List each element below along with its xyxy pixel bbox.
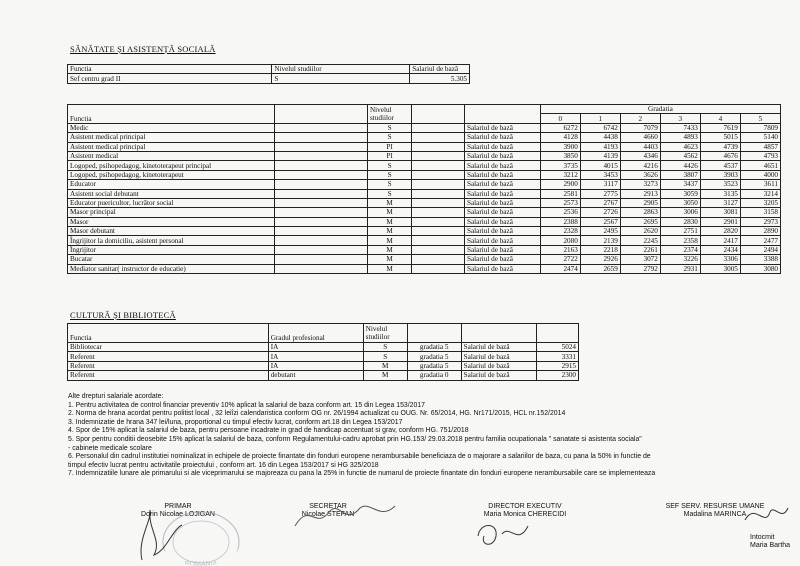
- salary-value: 2261: [620, 245, 660, 254]
- empty-cell: [275, 151, 368, 160]
- salary-value: 3117: [580, 180, 620, 189]
- note-line: 6. Personalul din cadrul institutiei nominalizat in echipele de proiecte finantate din fonduri europene nerambursabile beneficiaza de o majorare a salariilor de baza, cu pana la 50% in functie de: [68, 453, 651, 461]
- salary-value: 3437: [660, 180, 700, 189]
- cell-functia: Asistent medical principal: [68, 133, 275, 142]
- salary-value: 2973: [740, 217, 780, 226]
- empty-cell: [412, 133, 465, 142]
- cell-nivel: S: [363, 352, 407, 361]
- salary-value: 4128: [540, 133, 580, 142]
- empty-cell: [275, 264, 368, 273]
- salary-value: 2767: [580, 198, 620, 207]
- cell-gradatie: gradatia 5: [407, 352, 461, 361]
- salary-value: 4562: [660, 151, 700, 160]
- empty-cell: [412, 123, 465, 132]
- table-cell: 5.305: [410, 74, 470, 83]
- cell-functia: Referent: [68, 371, 269, 380]
- table-row: [68, 361, 579, 370]
- header-nivel: Nivelul studiilor: [367, 105, 411, 124]
- salary-value: 2218: [580, 245, 620, 254]
- empty-cell: [412, 227, 465, 236]
- header-spacer: [275, 105, 368, 124]
- cell-functia: Logoped, psihopedagog, kinetoterapeut: [68, 170, 275, 179]
- salary-value: 4193: [580, 142, 620, 151]
- empty-cell: [275, 142, 368, 151]
- salary-value: 2417: [700, 236, 740, 245]
- cell-functia: Referent: [68, 361, 269, 370]
- note-line: Alte drepturi salariale acordate:: [68, 393, 164, 400]
- salary-value: 2139: [580, 236, 620, 245]
- empty-cell: [275, 236, 368, 245]
- cell-nivel: M: [367, 255, 411, 264]
- salary-value: 3453: [580, 170, 620, 179]
- empty-cell: [412, 208, 465, 217]
- salary-value: 2536: [540, 208, 580, 217]
- salary-value: 7079: [620, 123, 660, 132]
- cell-nivel: M: [367, 236, 411, 245]
- empty-cell: [412, 217, 465, 226]
- gradatia-header-3: 3: [660, 114, 700, 123]
- cell-tip: Salariul de bază: [464, 255, 540, 264]
- cell-tip: Salariul de bază: [464, 245, 540, 254]
- empty-cell: [275, 189, 368, 198]
- intocmit-label: Intocmit: [750, 534, 775, 541]
- salary-value: 2374: [660, 245, 700, 254]
- table-row: [68, 189, 781, 198]
- empty-cell: [275, 217, 368, 226]
- salary-value: 3214: [740, 189, 780, 198]
- cell-nivel: S: [363, 343, 407, 352]
- cell-functia: Asistent medical: [68, 151, 275, 160]
- table-row: [68, 227, 781, 236]
- table-row: [68, 245, 781, 254]
- salary-value: 3226: [660, 255, 700, 264]
- salary-value: 2830: [660, 217, 700, 226]
- cell-val: 3331: [537, 352, 579, 361]
- header-functia: Functia: [68, 324, 269, 343]
- header-nivel: Nivelul studiilor: [363, 324, 407, 343]
- cell-functia: Educator: [68, 180, 275, 189]
- salary-value: 3135: [700, 189, 740, 198]
- salary-value: 2792: [620, 264, 660, 273]
- cell-val: 5024: [537, 343, 579, 352]
- salary-value: 5015: [700, 133, 740, 142]
- salary-value: 4139: [580, 151, 620, 160]
- empty-cell: [275, 133, 368, 142]
- table-row: [68, 264, 781, 273]
- salary-value: 4793: [740, 151, 780, 160]
- signature-name: Nicolae STEFAN: [301, 511, 355, 518]
- signature-name: Dorin Nicolae LOJIGAN: [141, 511, 215, 518]
- empty-cell: [412, 170, 465, 179]
- table-row: [68, 170, 781, 179]
- salary-value: 2890: [740, 227, 780, 236]
- table-row: [68, 371, 579, 380]
- cell-grad: IA: [268, 343, 363, 352]
- cell-tip: Salariul de bază: [464, 236, 540, 245]
- salary-value: 2245: [620, 236, 660, 245]
- cell-nivel: M: [367, 217, 411, 226]
- cell-functia: Educator puericultor, lucrător social: [68, 198, 275, 207]
- empty-cell: [275, 123, 368, 132]
- gradatia-header-4: 4: [700, 114, 740, 123]
- cell-nivel: S: [367, 180, 411, 189]
- empty-cell: [275, 180, 368, 189]
- hr-signature-scrawl-icon: [740, 500, 790, 530]
- header-grad: Gradul profesional: [268, 324, 363, 343]
- salary-value: 4015: [580, 161, 620, 170]
- intocmit-block: [750, 534, 800, 550]
- cell-nivel: S: [367, 161, 411, 170]
- salary-value: 2931: [660, 264, 700, 273]
- signature-role: SEF SERV. RESURSE UMANE: [665, 503, 765, 510]
- header-gradatia: Gradatia: [540, 105, 780, 114]
- cell-functia: Bibliotecar: [68, 343, 269, 352]
- cell-val: 2300: [537, 371, 579, 380]
- salary-value: 4857: [740, 142, 780, 151]
- salary-value: 2722: [540, 255, 580, 264]
- cell-nivel: M: [367, 198, 411, 207]
- cell-nivel: PI: [367, 142, 411, 151]
- salary-value: 6272: [540, 123, 580, 132]
- cell-tip: Salariul de bază: [464, 161, 540, 170]
- cell-nivel: M: [367, 264, 411, 273]
- cell-tip: Salariul de bază: [464, 189, 540, 198]
- salary-value: 4676: [700, 151, 740, 160]
- empty-cell: [275, 227, 368, 236]
- empty-cell: [275, 161, 368, 170]
- cell-functia: Referent: [68, 352, 269, 361]
- salary-value: 3059: [660, 189, 700, 198]
- salary-value: 2695: [620, 217, 660, 226]
- empty-cell: [412, 255, 465, 264]
- salary-value: 2901: [700, 217, 740, 226]
- cell-gradatie: gradatia 5: [407, 343, 461, 352]
- salary-value: 4346: [620, 151, 660, 160]
- salary-value: 3523: [700, 180, 740, 189]
- gradatia-header-0: 0: [540, 114, 580, 123]
- salary-value: 2494: [740, 245, 780, 254]
- cell-tip: Salariul de bază: [464, 227, 540, 236]
- salary-value: 2751: [660, 227, 700, 236]
- salary-value: 7433: [660, 123, 700, 132]
- signature-role: DIRECTOR EXECUTIV: [488, 503, 562, 510]
- table-row: [68, 142, 781, 151]
- culture-salary-table: [67, 323, 579, 381]
- header-cell: Nivelul studiilor: [272, 65, 410, 74]
- salary-value: 2659: [580, 264, 620, 273]
- cell-tip: Salariul de bază: [461, 343, 537, 352]
- empty-cell: [412, 142, 465, 151]
- cell-grad: debutant: [268, 371, 363, 380]
- table-row: [68, 217, 781, 226]
- table-row: [68, 133, 781, 142]
- cell-nivel: M: [367, 227, 411, 236]
- cell-functia: Îngrijitor: [68, 245, 275, 254]
- empty-cell: [412, 151, 465, 160]
- empty-cell: [412, 236, 465, 245]
- salary-value: 3273: [620, 180, 660, 189]
- note-line: 2. Norma de hrana acordat pentru politist local , 32 leiîzi calendaristica conform OG nr. 26/1994 actualizat cu OUG. Nr. 65/2014, HG. Nr171/2015, HCL nr.152/2014: [68, 410, 566, 418]
- salary-value: 2567: [580, 217, 620, 226]
- salary-value: 3080: [740, 264, 780, 273]
- salary-notes: [68, 393, 788, 479]
- note-line: 7. Indemnizatiile lunare ale primarului si ale viceprimarului se majoreaza cu pana la 25% in functie de numarul de proiecte finantate din fonduri europene nerambursabile care se implementeaza: [68, 470, 656, 478]
- salary-value: 4739: [700, 142, 740, 151]
- table-row: [68, 255, 781, 264]
- empty-cell: [412, 198, 465, 207]
- note-line: timpul efectiv lucrat pentru activitatile proiectului , conform art. 16 din Legea 153/2017 si HG 325/2018: [68, 461, 379, 469]
- cell-functia: Asistent medical principal: [68, 142, 275, 151]
- cell-nivel: M: [363, 371, 407, 380]
- salary-value: 2863: [620, 208, 660, 217]
- salary-value: 3735: [540, 161, 580, 170]
- salary-value: 2474: [540, 264, 580, 273]
- signature-name: Madalina MARINCA: [683, 511, 747, 518]
- head-salary-table: [67, 64, 470, 84]
- intocmit-name: Maria Bartha: [750, 542, 791, 549]
- header-functia: Functia: [68, 105, 275, 124]
- cell-nivel: M: [363, 361, 407, 370]
- salary-value: 3081: [700, 208, 740, 217]
- salary-value: 2581: [540, 189, 580, 198]
- cell-nivel: M: [367, 208, 411, 217]
- empty-cell: [275, 255, 368, 264]
- table-row: [68, 208, 781, 217]
- health-salary-table: [67, 104, 781, 274]
- cell-nivel: S: [367, 189, 411, 198]
- header-cell: Functia: [68, 65, 272, 74]
- cell-gradatie: gradatia 5: [407, 361, 461, 370]
- salary-value: 4660: [620, 133, 660, 142]
- salary-value: 7809: [740, 123, 780, 132]
- salary-value: 2620: [620, 227, 660, 236]
- salary-value: 4893: [660, 133, 700, 142]
- salary-value: 3050: [660, 198, 700, 207]
- salary-value: 4623: [660, 142, 700, 151]
- empty-cell: [275, 245, 368, 254]
- salary-value: 3212: [540, 170, 580, 179]
- cell-tip: Salariul de bază: [464, 133, 540, 142]
- empty-cell: [275, 170, 368, 179]
- cell-tip: Salariul de bază: [464, 264, 540, 273]
- cell-nivel: M: [367, 245, 411, 254]
- empty-cell: [412, 245, 465, 254]
- cell-nivel: S: [367, 133, 411, 142]
- cell-nivel: S: [367, 170, 411, 179]
- cell-functia: Medic: [68, 123, 275, 132]
- cell-functia: Bucatar: [68, 255, 275, 264]
- cell-tip: Salariul de bază: [464, 170, 540, 179]
- cell-val: 2915: [537, 361, 579, 370]
- note-line: 5. Spor pentru conditii deosebite 15% aplicat la salariul de baza, conform Regulamentului-cadru aprobat prin HG.153/ 29.03.2018 pentru familia ocupationala " sanatate si asistenta sociala": [68, 435, 642, 443]
- salary-value: 3158: [740, 208, 780, 217]
- table-cell: S: [272, 74, 410, 83]
- salary-value: 4537: [700, 161, 740, 170]
- note-line: 4. Spor de 15% aplicat la salariul de baza, pentru persoane incadrate in grad de handicap accentuat si grav, conform HG. 751/2018: [68, 427, 469, 435]
- empty-cell: [412, 189, 465, 198]
- table-row: [68, 161, 781, 170]
- cell-functia: Masor: [68, 217, 275, 226]
- section-title-culture: CULTURĂ ȘI BIBLIOTECĂ: [70, 310, 176, 320]
- cell-grad: IA: [268, 352, 363, 361]
- table-row: [68, 236, 781, 245]
- signature-role: PRIMAR: [164, 503, 192, 510]
- table-cell: Sef centru grad II: [68, 74, 272, 83]
- salary-value: 2905: [620, 198, 660, 207]
- salary-value: 3127: [700, 198, 740, 207]
- cell-functia: Mediator sanitar( instructor de educatie): [68, 264, 275, 273]
- salary-value: 3072: [620, 255, 660, 264]
- cell-tip: Salariul de bază: [461, 361, 537, 370]
- empty-cell: [275, 198, 368, 207]
- salary-value: 2900: [540, 180, 580, 189]
- cell-tip: Salariul de bază: [461, 352, 537, 361]
- salary-value: 3611: [740, 180, 780, 189]
- table-row: [68, 343, 579, 352]
- cell-nivel: PI: [367, 151, 411, 160]
- table-row: [68, 123, 781, 132]
- cell-tip: Salariul de bază: [461, 371, 537, 380]
- header-spacer: [537, 324, 579, 343]
- empty-cell: [275, 208, 368, 217]
- table-row: [68, 198, 781, 207]
- salary-value: 2926: [580, 255, 620, 264]
- note-line: 1. Pentru activitatea de control financiar preventiv 10% aplicat la salariul de baza conform art. 15 din Legea 153/2017: [68, 401, 426, 409]
- cell-tip: Salariul de bază: [464, 217, 540, 226]
- cell-functia: Logoped, psihopedagog, kinetoterapeut principal: [68, 161, 275, 170]
- salary-value: 4438: [580, 133, 620, 142]
- salary-value: 2726: [580, 208, 620, 217]
- salary-value: 3005: [700, 264, 740, 273]
- salary-value: 4216: [620, 161, 660, 170]
- salary-value: 3306: [700, 255, 740, 264]
- salary-value: 3807: [660, 170, 700, 179]
- section-title-health: SĂNĂTATE ȘI ASISTENȚĂ SOCIALĂ: [70, 44, 216, 54]
- empty-cell: [412, 161, 465, 170]
- primar-signature-scrawl-icon: [132, 500, 192, 566]
- salary-value: 2820: [700, 227, 740, 236]
- cell-tip: Salariul de bază: [464, 151, 540, 160]
- salary-value: 4403: [620, 142, 660, 151]
- salary-value: 2913: [620, 189, 660, 198]
- header-spacer: [461, 324, 537, 343]
- salary-value: 3903: [700, 170, 740, 179]
- salary-value: 4000: [740, 170, 780, 179]
- salary-value: 2358: [660, 236, 700, 245]
- table-row: [68, 151, 781, 160]
- salary-value: 2495: [580, 227, 620, 236]
- salary-value: 3205: [740, 198, 780, 207]
- salary-value: 2573: [540, 198, 580, 207]
- salary-value: 3626: [620, 170, 660, 179]
- salary-value: 3900: [540, 142, 580, 151]
- salary-value: 3388: [740, 255, 780, 264]
- salary-value: 6742: [580, 123, 620, 132]
- gradatia-header-5: 5: [740, 114, 780, 123]
- salary-value: 4426: [660, 161, 700, 170]
- salary-value: 2477: [740, 236, 780, 245]
- empty-cell: [412, 264, 465, 273]
- salary-value: 7619: [700, 123, 740, 132]
- cell-functia: Îngrijitor la domiciliu, asistent personal: [68, 236, 275, 245]
- signature-role: SECRETAR: [309, 503, 347, 510]
- cell-tip: Salariul de bază: [464, 123, 540, 132]
- stamp-text: ROMANIA: [184, 561, 218, 566]
- cell-tip: Salariul de bază: [464, 180, 540, 189]
- salary-value: 4651: [740, 161, 780, 170]
- salary-value: 3006: [660, 208, 700, 217]
- salary-value: 2434: [700, 245, 740, 254]
- table-row: [68, 352, 579, 361]
- cell-gradatie: gradatia 0: [407, 371, 461, 380]
- gradatia-header-1: 1: [580, 114, 620, 123]
- cell-functia: Masor principal: [68, 208, 275, 217]
- secretar-signature-scrawl-icon: [290, 496, 400, 536]
- cell-grad: IA: [268, 361, 363, 370]
- salary-value: 5140: [740, 133, 780, 142]
- salary-value: 2163: [540, 245, 580, 254]
- salary-value: 3850: [540, 151, 580, 160]
- header-spacer: [407, 324, 461, 343]
- salary-value: 2388: [540, 217, 580, 226]
- header-spacer: [464, 105, 540, 124]
- cell-functia: Masor debutant: [68, 227, 275, 236]
- cell-nivel: S: [367, 123, 411, 132]
- note-line: - cabinete medicale scolare: [68, 444, 152, 452]
- gradatia-header-2: 2: [620, 114, 660, 123]
- director-signature-scrawl-icon: [470, 514, 540, 554]
- salary-value: 2775: [580, 189, 620, 198]
- empty-cell: [412, 180, 465, 189]
- header-cell: Salariul de bază: [410, 65, 470, 74]
- note-line: 3. Indemnizatie de hrana 347 lei/luna, proportional cu timpul efectiv lucrat, conform art.18 din Legea 153/2017: [68, 418, 403, 426]
- table-row: [68, 180, 781, 189]
- salary-value: 2328: [540, 227, 580, 236]
- cell-tip: Salariul de bază: [464, 208, 540, 217]
- salary-value: 2080: [540, 236, 580, 245]
- header-spacer: [412, 105, 465, 124]
- signature-name: Maria Monica CHERECIDI: [483, 511, 567, 518]
- cell-tip: Salariul de bază: [464, 198, 540, 207]
- cell-tip: Salariul de bază: [464, 142, 540, 151]
- cell-functia: Asistent social debutant: [68, 189, 275, 198]
